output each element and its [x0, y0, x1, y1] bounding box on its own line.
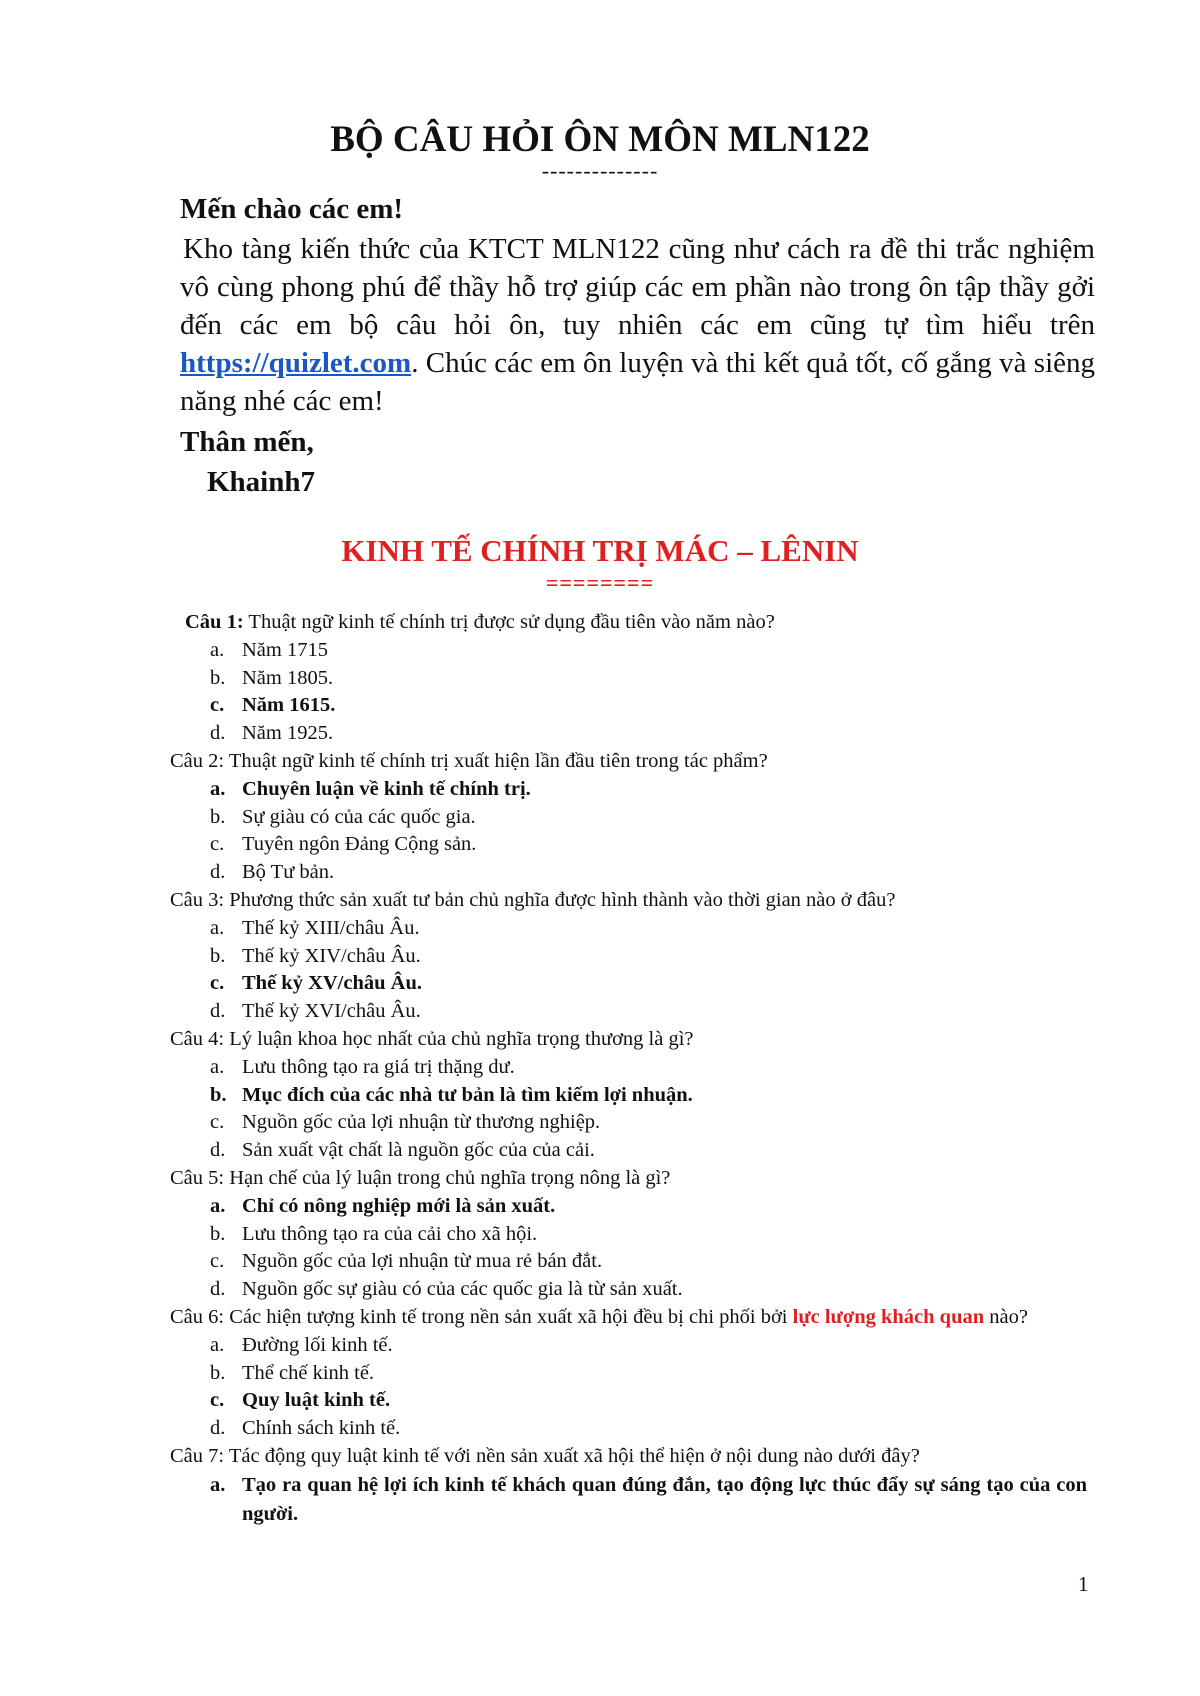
option-letter: d. — [210, 861, 226, 884]
option-text: Sự giàu có của các quốc gia. — [242, 805, 476, 828]
option-letter: b. — [210, 1083, 227, 1106]
greeting: Mến chào các em! — [180, 193, 404, 225]
option-1d — [170, 720, 1095, 748]
question-label: Câu 6: — [170, 1305, 225, 1328]
option-text: Bộ Tư bản. — [242, 861, 335, 884]
option-4b-correct — [170, 1082, 1095, 1110]
option-2a-correct — [170, 776, 1095, 804]
option-5c — [170, 1248, 1095, 1276]
intro-text-1: Kho tàng kiến thức của KTCT MLN122 cũng như cách ra đề thi trắc nghiệm vô cùng phong phú để thầy hỗ trợ giúp các em phần nào trong ôn tập thầy gởi đến các em bộ câu hỏi ôn, tuy nhiên các em cũng tự tìm hiểu trên — [180, 233, 1095, 341]
option-letter: a. — [210, 916, 225, 939]
option-3c-correct — [170, 970, 1095, 998]
option-letter: b. — [210, 1361, 226, 1384]
question-label: Câu 5: — [170, 1166, 225, 1189]
option-6d — [170, 1415, 1095, 1443]
option-text: Năm 1715 — [242, 638, 328, 661]
option-7a-correct — [170, 1471, 1095, 1529]
option-letter: a. — [210, 1194, 226, 1217]
question-label: Câu 3: — [170, 888, 225, 911]
option-text: Nguồn gốc sự giàu có của các quốc gia là từ sản xuất. — [242, 1278, 683, 1301]
question-3 — [170, 887, 1095, 915]
option-letter: c. — [210, 694, 225, 717]
quizlet-link[interactable]: https://quizlet.com — [180, 347, 412, 379]
option-letter: c. — [210, 1111, 225, 1134]
option-4c — [170, 1109, 1095, 1137]
option-6c-correct — [170, 1387, 1095, 1415]
question-label: Câu 2: — [170, 749, 225, 772]
option-text: Sản xuất vật chất là nguồn gốc của của cải. — [242, 1139, 595, 1162]
question-text: Phương thức sản xuất tư bản chủ nghĩa được hình thành vào thời gian nào ở đâu? — [224, 888, 896, 911]
option-2b — [170, 804, 1095, 832]
option-5d — [170, 1276, 1095, 1304]
option-letter: b. — [210, 1222, 226, 1245]
option-letter: c. — [210, 1250, 225, 1273]
option-text: Thế kỷ XVI/châu Âu. — [242, 1000, 421, 1023]
option-letter: d. — [210, 1139, 226, 1162]
question-text: Lý luận khoa học nhất của chủ nghĩa trọng thương là gì? — [224, 1027, 694, 1050]
option-4a — [170, 1054, 1095, 1082]
question-text: Tác động quy luật kinh tế với nền sản xuất xã hội thể hiện ở nội dung nào dưới đây? — [224, 1444, 920, 1467]
option-text: Năm 1925. — [242, 722, 334, 745]
option-2c — [170, 831, 1095, 859]
option-text: Tuyên ngôn Đảng Cộng sản. — [242, 833, 477, 856]
option-5a-correct — [170, 1193, 1095, 1221]
option-3a — [170, 915, 1095, 943]
option-letter: a. — [210, 1473, 226, 1496]
option-1c-correct — [170, 692, 1095, 720]
option-2d — [170, 859, 1095, 887]
option-letter: b. — [210, 805, 226, 828]
option-letter: d. — [210, 722, 226, 745]
option-1a — [170, 637, 1095, 665]
section-title: KINH TẾ CHÍNH TRỊ MÁC – LÊNIN — [341, 533, 859, 568]
question-label: Câu 7: — [170, 1444, 225, 1467]
document-title: BỘ CÂU HỎI ÔN MÔN MLN122 — [330, 119, 870, 160]
option-text: Chính sách kinh tế. — [242, 1417, 401, 1440]
option-text: Mục đích của các nhà tư bản là tìm kiếm lợi nhuận. — [242, 1083, 693, 1106]
option-6b — [170, 1360, 1095, 1388]
page-number: 1 — [1078, 1572, 1089, 1596]
option-text: Thế kỷ XIII/châu Âu. — [242, 916, 420, 939]
option-text: Năm 1805. — [242, 666, 334, 689]
question-label: Câu 4: — [170, 1027, 225, 1050]
question-text-end: nào? — [984, 1305, 1028, 1328]
question-4 — [170, 1026, 1095, 1054]
question-2 — [170, 748, 1095, 776]
option-letter: a. — [210, 638, 225, 661]
option-text: Quy luật kinh tế. — [242, 1389, 391, 1412]
option-text: Thế kỷ XIV/châu Âu. — [242, 944, 421, 967]
option-3b — [170, 943, 1095, 971]
question-7 — [170, 1443, 1095, 1471]
option-text: Nguồn gốc của lợi nhuận từ mua rẻ bán đắt. — [242, 1250, 603, 1273]
option-3d — [170, 998, 1095, 1026]
question-list — [170, 609, 1095, 1529]
option-letter: a. — [210, 1333, 225, 1356]
option-letter: d. — [210, 1278, 226, 1301]
option-letter: b. — [210, 666, 226, 689]
option-letter: c. — [210, 972, 225, 995]
option-letter: a. — [210, 777, 226, 800]
option-5b — [170, 1221, 1095, 1249]
option-text: Thế kỷ XV/châu Âu. — [242, 972, 422, 995]
option-text: Tạo ra quan hệ lợi ích kinh tế khách quan đúng đắn, tạo động lực thúc đẩy sự sáng tạo của con người. — [242, 1473, 1087, 1525]
intro-text-2: . Chúc các em ôn luyện và thi kết quả tốt, cố gắng và siêng năng nhé các em! — [180, 347, 1095, 417]
author-name: Khainh7 — [207, 466, 315, 498]
question-label: Câu 1: — [185, 611, 244, 633]
signoff: Thân mến, — [180, 426, 314, 458]
option-4d — [170, 1137, 1095, 1165]
question-5 — [170, 1165, 1095, 1193]
intro-paragraph — [180, 230, 1095, 420]
question-highlight: lực lượng khách quan — [792, 1305, 985, 1328]
question-text: Các hiện tượng kinh tế trong nền sản xuất xã hội đều bị chi phối bởi — [224, 1305, 793, 1328]
question-6 — [170, 1304, 1095, 1332]
question-text: Thuật ngữ kinh tế chính trị xuất hiện lần đầu tiên trong tác phẩm? — [224, 749, 768, 772]
question-text: Hạn chế của lý luận trong chủ nghĩa trọng nông là gì? — [224, 1166, 671, 1189]
section-divider: ======== — [545, 570, 655, 595]
title-divider: -------------- — [541, 158, 659, 183]
question-text: Thuật ngữ kinh tế chính trị được sử dụng đầu tiên vào năm nào? — [243, 611, 775, 633]
option-text: Thể chế kinh tế. — [242, 1361, 375, 1384]
option-6a — [170, 1332, 1095, 1360]
option-1b — [170, 665, 1095, 693]
option-letter: c. — [210, 833, 225, 856]
option-text: Lưu thông tạo ra của cải cho xã hội. — [242, 1222, 538, 1245]
option-letter: b. — [210, 944, 226, 967]
option-letter: c. — [210, 1389, 225, 1412]
question-1 — [170, 609, 1095, 637]
option-text: Chỉ có nông nghiệp mới là sản xuất. — [242, 1194, 556, 1217]
option-text: Chuyên luận về kinh tế chính trị. — [242, 777, 531, 800]
option-text: Năm 1615. — [242, 694, 336, 717]
option-text: Đường lối kinh tế. — [242, 1333, 393, 1356]
option-letter: d. — [210, 1417, 226, 1440]
option-text: Nguồn gốc của lợi nhuận từ thương nghiệp. — [242, 1111, 601, 1134]
option-text: Lưu thông tạo ra giá trị thặng dư. — [242, 1055, 515, 1078]
option-letter: a. — [210, 1055, 225, 1078]
option-letter: d. — [210, 1000, 226, 1023]
